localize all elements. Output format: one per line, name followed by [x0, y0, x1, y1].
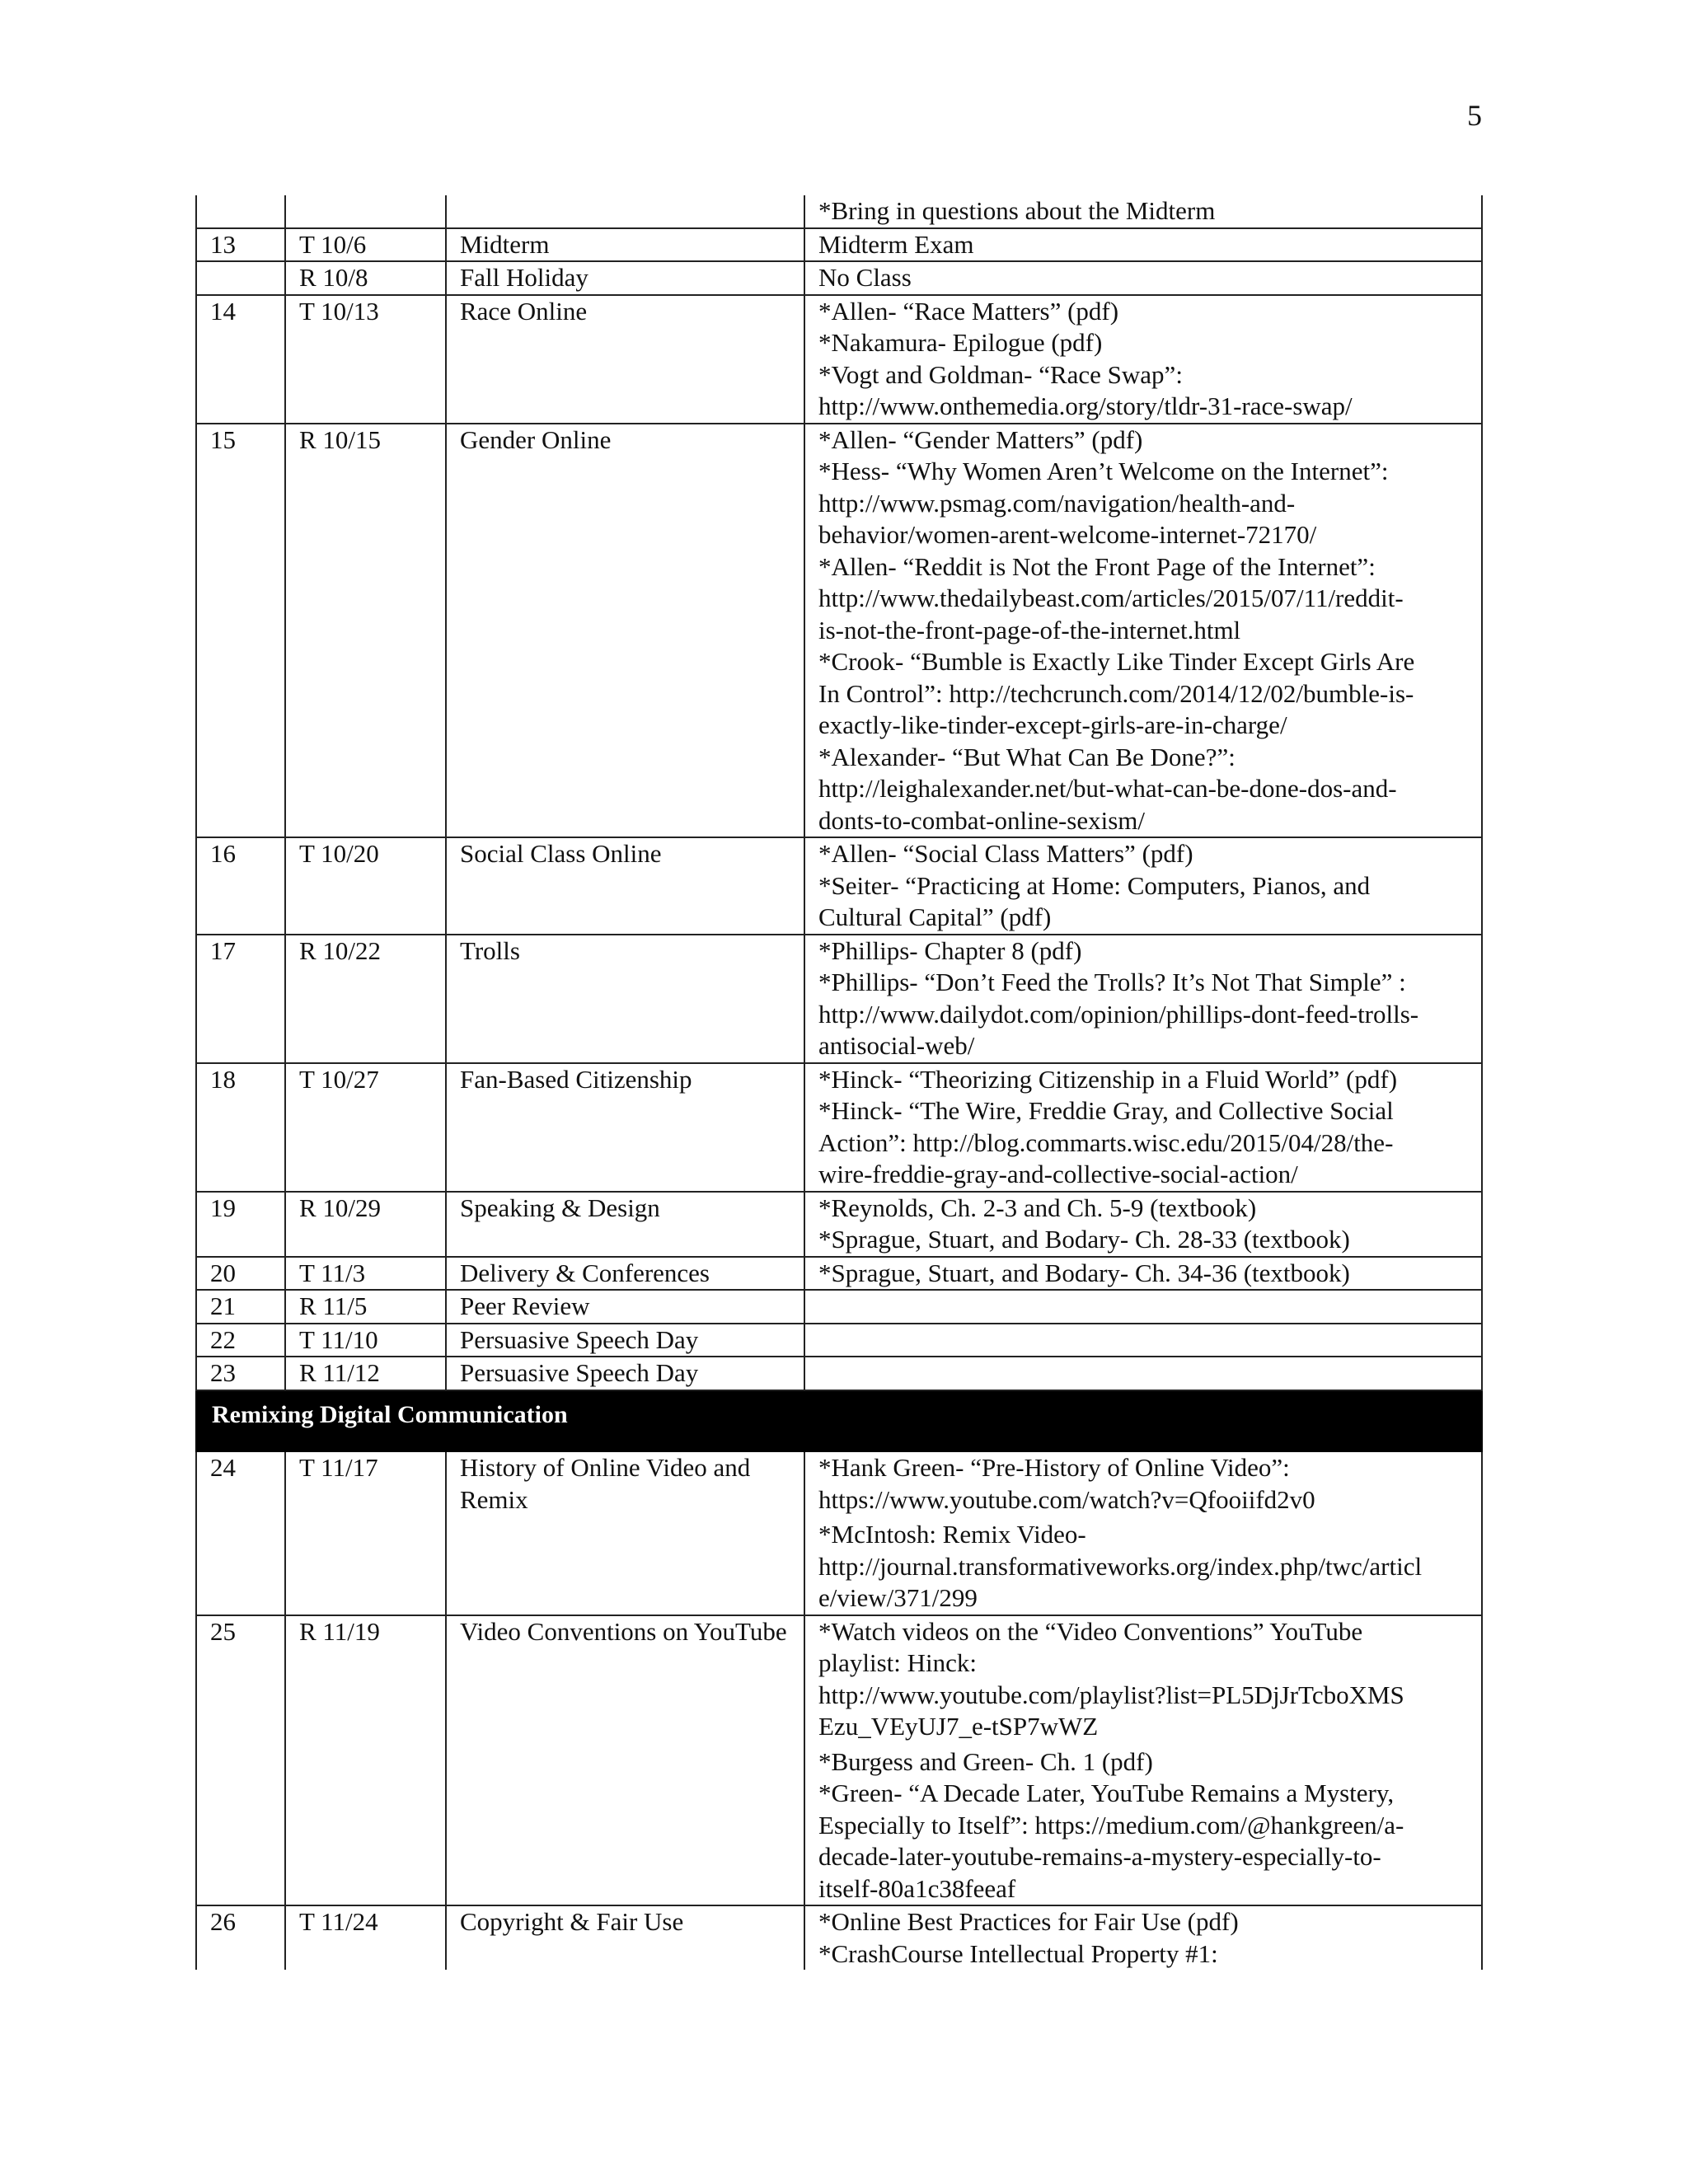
- reading-line: *CrashCourse Intellectual Property #1:: [818, 1938, 1218, 1968]
- class-date: T 11/10: [285, 1324, 446, 1357]
- class-date: T 10/13: [285, 295, 446, 424]
- reading-line: http://www.dailydot.com/opinion/phillips-dont-feed-trolls-: [818, 999, 1419, 1029]
- class-readings: [804, 935, 1482, 1063]
- class-number: 15: [196, 424, 285, 838]
- reading-line: Action”: http://blog.commarts.wisc.edu/2015/04/28/the-: [818, 1127, 1394, 1157]
- class-topic: [446, 195, 804, 228]
- reading-line: *Bring in questions about the Midterm: [818, 196, 1216, 225]
- class-readings: [804, 1905, 1482, 1970]
- reading-line: Ezu_VEyUJ7_e-tSP7wWZ: [818, 1712, 1099, 1741]
- class-date: R 11/19: [285, 1615, 446, 1906]
- class-number: 20: [196, 1257, 285, 1291]
- schedule-row: [196, 935, 1482, 1063]
- reading-line: *Allen- “Social Class Matters” (pdf): [818, 839, 1193, 868]
- class-date: T 10/6: [285, 228, 446, 262]
- reading-line: *Reynolds, Ch. 2-3 and Ch. 5-9 (textbook): [818, 1193, 1257, 1222]
- schedule-row: [196, 1290, 1482, 1324]
- class-readings: [804, 1290, 1482, 1324]
- reading-line: *Allen- “Gender Matters” (pdf): [818, 424, 1143, 454]
- reading-line: http://www.onthemedia.org/story/tldr-31-race-swap/: [818, 391, 1353, 420]
- class-topic: Midterm: [446, 228, 804, 262]
- reading-line: *Phillips- “Don’t Feed the Trolls? It’s Not That Simple” :: [818, 968, 1406, 996]
- class-number: 24: [196, 1451, 285, 1615]
- class-readings: [804, 837, 1482, 935]
- class-date: R 10/29: [285, 1192, 446, 1257]
- class-topic: Persuasive Speech Day: [446, 1324, 804, 1357]
- reading-line: No Class: [818, 263, 912, 292]
- class-topic: Persuasive Speech Day: [446, 1357, 804, 1390]
- class-topic: Fan-Based Citizenship: [446, 1063, 804, 1192]
- reading-line: *Phillips- Chapter 8 (pdf): [818, 935, 1082, 965]
- class-date: T 10/20: [285, 837, 446, 935]
- class-readings: [804, 1324, 1482, 1357]
- class-readings: [804, 195, 1482, 228]
- reading-line: http://www.thedailybeast.com/articles/2015/07/11/reddit-: [818, 583, 1404, 612]
- reading-line: e/view/371/299: [818, 1583, 978, 1612]
- reading-line: *Burgess and Green- Ch. 1 (pdf): [818, 1746, 1153, 1776]
- section-header-row: [196, 1390, 1482, 1452]
- reading-line: *Vogt and Goldman- “Race Swap”:: [818, 359, 1183, 389]
- class-date: R 10/8: [285, 261, 446, 295]
- class-date: [285, 195, 446, 228]
- class-number: 13: [196, 228, 285, 262]
- reading-line: behavior/women-arent-welcome-internet-72170/: [818, 520, 1317, 549]
- reading-line: donts-to-combat-online-sexism/: [818, 805, 1146, 835]
- reading-line: itself-80a1c38feeaf: [818, 1873, 1016, 1903]
- reading-line: decade-later-youtube-remains-a-mystery-especially-to-: [818, 1842, 1381, 1871]
- reading-line: *Nakamura- Epilogue (pdf): [818, 328, 1103, 357]
- class-readings: [804, 1063, 1482, 1192]
- schedule-row: [196, 424, 1482, 838]
- class-topic: Race Online: [446, 295, 804, 424]
- class-number: 16: [196, 837, 285, 935]
- schedule-row: [196, 1451, 1482, 1615]
- class-readings: [804, 1192, 1482, 1257]
- schedule-row: [196, 1192, 1482, 1257]
- class-date: R 11/12: [285, 1357, 446, 1390]
- reading-line: *Hinck- “The Wire, Freddie Gray, and Collective Social: [818, 1096, 1394, 1125]
- reading-line: *Hinck- “Theorizing Citizenship in a Fluid World” (pdf): [818, 1064, 1398, 1094]
- schedule-row: [196, 1905, 1482, 1970]
- class-date: T 11/24: [285, 1905, 446, 1970]
- reading-line: http://www.psmag.com/navigation/health-and-: [818, 488, 1296, 518]
- reading-line: playlist: Hinck:: [818, 1648, 978, 1677]
- class-topic: Copyright & Fair Use: [446, 1905, 804, 1970]
- class-readings: [804, 295, 1482, 424]
- reading-line: *Allen- “Reddit is Not the Front Page of the Internet”:: [818, 551, 1376, 581]
- schedule-row: [196, 837, 1482, 935]
- class-date: T 10/27: [285, 1063, 446, 1192]
- class-number: 22: [196, 1324, 285, 1357]
- class-date: R 10/15: [285, 424, 446, 838]
- class-number: 21: [196, 1290, 285, 1324]
- reading-line: Cultural Capital” (pdf): [818, 902, 1052, 931]
- reading-line: *Hank Green- “Pre-History of Online Video”:: [818, 1453, 1290, 1482]
- class-topic: Delivery & Conferences: [446, 1257, 804, 1291]
- schedule-row: [196, 295, 1482, 424]
- class-topic: Trolls: [446, 935, 804, 1063]
- class-number: 19: [196, 1192, 285, 1257]
- class-topic: Social Class Online: [446, 837, 804, 935]
- reading-line: antisocial-web/: [818, 1031, 975, 1060]
- schedule-row: [196, 1257, 1482, 1291]
- reading-line: *Seiter- “Practicing at Home: Computers, Pianos, and: [818, 870, 1371, 900]
- class-readings: [804, 1451, 1482, 1615]
- reading-line: exactly-like-tinder-except-girls-are-in-charge/: [818, 710, 1287, 739]
- class-number: 17: [196, 935, 285, 1063]
- schedule-rows-before-section: [196, 195, 1482, 1390]
- reading-line: is-not-the-front-page-of-the-internet.html: [818, 615, 1241, 644]
- class-date: R 10/22: [285, 935, 446, 1063]
- reading-line: *Alexander- “But What Can Be Done?”:: [818, 742, 1236, 771]
- schedule-row: [196, 1357, 1482, 1390]
- class-topic: Fall Holiday: [446, 261, 804, 295]
- class-readings: [804, 1357, 1482, 1390]
- schedule-rows-after-section: [196, 1451, 1482, 1970]
- reading-line: *Crook- “Bumble is Exactly Like Tinder Except Girls Are: [818, 647, 1415, 676]
- class-topic: Speaking & Design: [446, 1192, 804, 1257]
- reading-line: *McIntosh: Remix Video-: [818, 1520, 1086, 1549]
- class-readings: [804, 228, 1482, 262]
- schedule-row: [196, 1324, 1482, 1357]
- class-number: [196, 195, 285, 228]
- reading-line: http://leighalexander.net/but-what-can-be-done-dos-and-: [818, 774, 1397, 803]
- class-topic: History of Online Video and Remix: [446, 1451, 804, 1615]
- reading-line: http://www.youtube.com/playlist?list=PL5DjJrTcboXMS: [818, 1680, 1404, 1709]
- class-date: R 11/5: [285, 1290, 446, 1324]
- schedule-row: [196, 195, 1482, 228]
- reading-line: https://www.youtube.com/watch?v=Qfooiifd2v0: [818, 1484, 1315, 1514]
- class-readings: [804, 261, 1482, 295]
- class-readings: [804, 424, 1482, 838]
- reading-line: *Watch videos on the “Video Conventions” YouTube: [818, 1616, 1363, 1646]
- class-number: 26: [196, 1905, 285, 1970]
- schedule-row: [196, 1615, 1482, 1906]
- class-number: 14: [196, 295, 285, 424]
- class-date: T 11/3: [285, 1257, 446, 1291]
- schedule-row: [196, 261, 1482, 295]
- class-topic: Peer Review: [446, 1290, 804, 1324]
- class-number: [196, 261, 285, 295]
- reading-line: *Sprague, Stuart, and Bodary- Ch. 28-33 (textbook): [818, 1225, 1350, 1254]
- reading-line: *Hess- “Why Women Aren’t Welcome on the Internet”:: [818, 457, 1389, 485]
- section-title: Remixing Digital Communication: [196, 1390, 1482, 1452]
- course-schedule-table: [195, 195, 1483, 1970]
- schedule-row: [196, 228, 1482, 262]
- reading-line: *Sprague, Stuart, and Bodary- Ch. 34-36 (textbook): [818, 1258, 1350, 1287]
- reading-line: In Control”: http://techcrunch.com/2014/12/02/bumble-is-: [818, 678, 1414, 708]
- reading-line: *Online Best Practices for Fair Use (pdf): [818, 1907, 1239, 1936]
- class-readings: [804, 1615, 1482, 1906]
- class-topic: Gender Online: [446, 424, 804, 838]
- class-date: T 11/17: [285, 1451, 446, 1615]
- class-number: 25: [196, 1615, 285, 1906]
- reading-line: Especially to Itself”: https://medium.com/@hankgreen/a-: [818, 1810, 1404, 1840]
- schedule-row: [196, 1063, 1482, 1192]
- class-topic: Video Conventions on YouTube: [446, 1615, 804, 1906]
- class-readings: [804, 1257, 1482, 1291]
- reading-line: wire-freddie-gray-and-collective-social-action/: [818, 1160, 1298, 1188]
- reading-line: *Allen- “Race Matters” (pdf): [818, 296, 1119, 326]
- reading-line: Midterm Exam: [818, 229, 974, 259]
- reading-line: *Green- “A Decade Later, YouTube Remains a Mystery,: [818, 1779, 1395, 1807]
- page-number: 5: [1467, 99, 1482, 132]
- class-number: 23: [196, 1357, 285, 1390]
- reading-line: http://journal.transformativeworks.org/index.php/twc/articl: [818, 1551, 1423, 1581]
- section-header-group: [196, 1390, 1482, 1452]
- class-number: 18: [196, 1063, 285, 1192]
